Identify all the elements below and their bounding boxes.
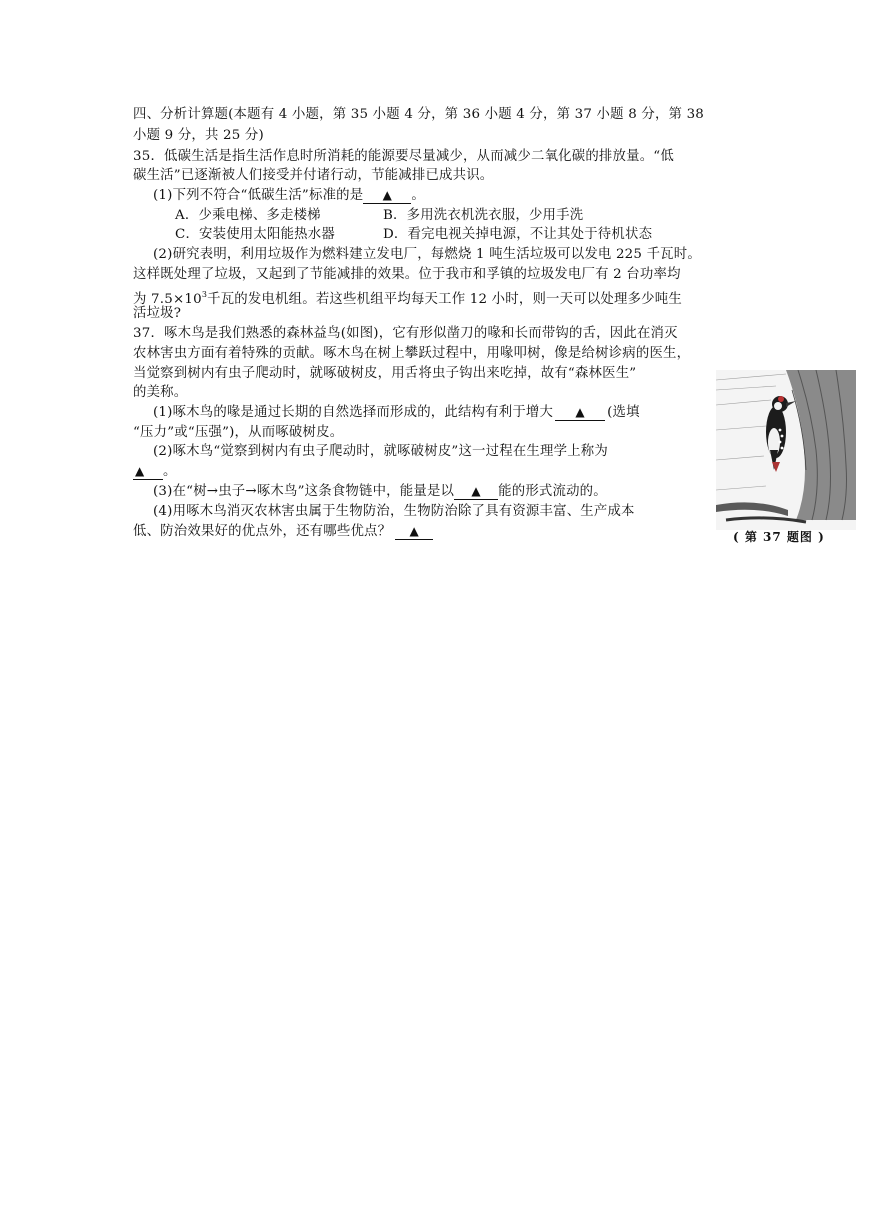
q35-part2-line3-rest: 千瓦的发电机组。若这些机组平均每天工作 12 小时，则一天可以处理多少吨生	[207, 292, 682, 307]
section-header-line1: 四、分析计算题(本题有 4 小题，第 35 小题 4 分，第 36 小题 4 分，第 37 小题 8 分，第 38	[133, 107, 705, 122]
q35-part2-line3	[133, 284, 682, 310]
q35-power-exponent: 3	[201, 290, 208, 299]
q37-part1-line2: “压力”或“压强”)，从而啄破树皮。	[133, 425, 344, 440]
q37-part2-line2	[133, 461, 177, 482]
q37-part1-text: (1)啄木鸟的喙是通过长期的自然选择而形成的，此结构有利于增大	[153, 405, 554, 420]
q37-part3-text: (3)在“树→虫子→啄木鸟”这条食物链中，能量是以	[153, 484, 455, 499]
q35-part2-line1: (2)研究表明，利用垃圾作为燃料建立发电厂，每燃烧 1 吨生活垃圾可以发电 225 千瓦时。	[153, 247, 701, 262]
answer-blank[interactable]	[363, 188, 411, 204]
figure-caption: ( 第 37 题图 )	[733, 530, 825, 544]
q37-intro-line3: 当觉察到树内有虫子爬动时，就啄破树皮，用舌将虫子钩出来吃掉，故有“森林医生”	[133, 366, 637, 381]
q37-intro-line2: 农林害虫方面有着特殊的贡献。啄木鸟在树上攀跃过程中，用喙叩树，像是给树诊病的医生，	[133, 346, 691, 361]
triangle-icon: ▲	[409, 524, 419, 538]
triangle-icon: ▲	[382, 188, 393, 202]
woodpecker-illustration	[716, 370, 856, 546]
q37-part4-line2	[133, 521, 433, 542]
q35-power-value: 为 7.5×10	[133, 292, 202, 307]
answer-blank[interactable]	[133, 464, 163, 480]
q37-part1	[153, 402, 640, 423]
q35-option-c: C．安装使用太阳能热水器	[175, 227, 335, 242]
q35-part1-text: (1)下列不符合“低碳生活”标准的是	[153, 188, 364, 203]
q37-part4-text: 低、防治效果好的优点外，还有哪些优点？	[133, 524, 392, 539]
q35-option-b: B．多用洗衣机洗衣服，少用手洗	[383, 208, 584, 223]
q37-part4-line1: (4)用啄木鸟消灭农林害虫属于生物防治，生物防治除了具有资源丰富、生产成本	[153, 504, 635, 519]
woodpecker-figure	[716, 370, 856, 546]
answer-blank[interactable]	[555, 405, 605, 421]
q37-intro-line1: 37．啄木鸟是我们熟悉的森林益鸟(如图)，它有形似凿刀的喙和长而带钩的舌，因此在消灭	[133, 326, 678, 341]
q35-intro-line1: 35．低碳生活是指生活作息时所消耗的能源要尽量减少，从而减少二氧化碳的排放量。“低	[133, 149, 674, 164]
triangle-icon: ▲	[575, 405, 585, 419]
q35-part2-line4: 活垃圾?	[133, 306, 182, 321]
q37-intro-line4: 的美称。	[133, 385, 188, 400]
q35-intro-line2: 碳生活”已逐渐被人们接受并付诸行动，节能减排已成共识。	[133, 168, 494, 183]
q35-part2-line2: 这样既处理了垃圾，又起到了节能减排的效果。位于我市和孚镇的垃圾发电厂有 2 台功率均	[133, 267, 681, 282]
triangle-icon: ▲	[135, 464, 145, 478]
answer-blank[interactable]	[395, 524, 433, 540]
q35-option-a: A．少乘电梯、多走楼梯	[175, 208, 321, 223]
q37-part1-suffix: (选填	[607, 405, 640, 420]
q37-part3-suffix: 能的形式流动的。	[498, 484, 607, 499]
triangle-icon: ▲	[471, 484, 481, 498]
q37-part3	[153, 481, 607, 502]
q35-part1	[153, 185, 425, 206]
section-header-line2: 小题 9 分，共 25 分)	[133, 128, 264, 143]
q35-option-d: D．看完电视关掉电源，不让其处于待机状态	[383, 227, 653, 242]
q35-part1-suffix: 。	[411, 188, 425, 203]
q37-part2-suffix: 。	[163, 464, 177, 479]
q37-part2-line1: (2)啄木鸟“觉察到树内有虫子爬动时，就啄破树皮”这一过程在生理学上称为	[153, 444, 608, 459]
answer-blank[interactable]	[454, 484, 498, 500]
